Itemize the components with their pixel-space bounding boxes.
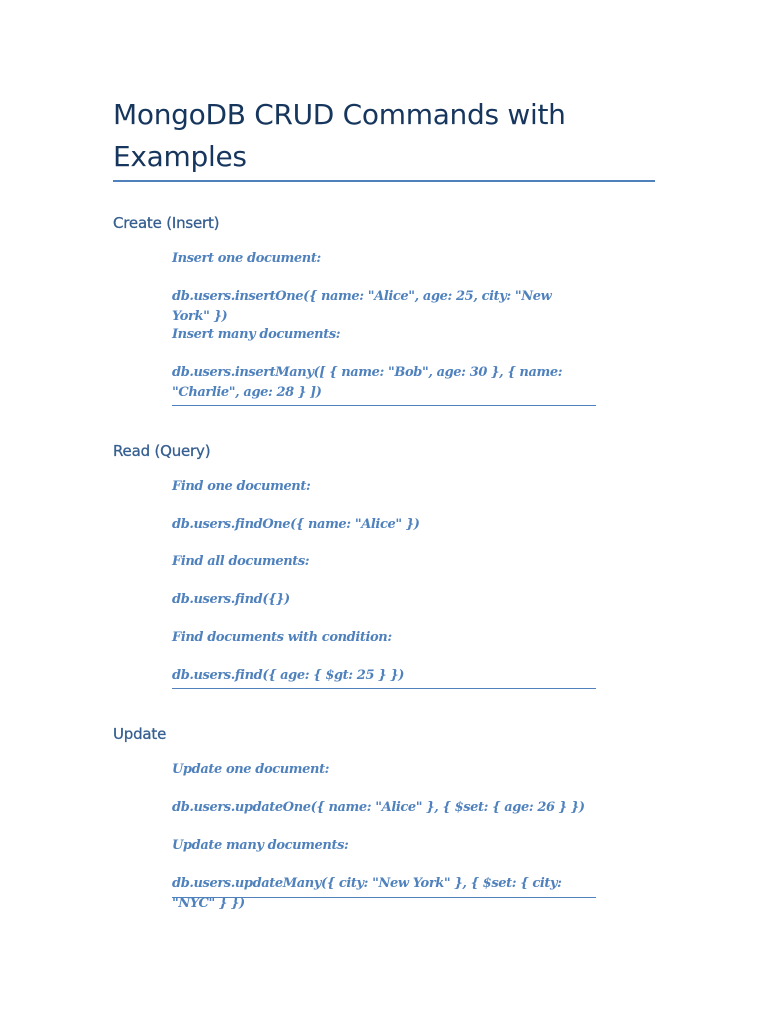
description-find-one: Find one document:: [172, 479, 311, 494]
code-insert-one: db.users.insertOne({ name: "Alice", age: 25, city: "New York" }): [172, 289, 556, 324]
description-insert-one: Insert one document:: [172, 251, 321, 266]
code-update-many: db.users.updateMany({ city: "New York" }, { $set: { city: "NYC" } }): [172, 876, 566, 911]
section-divider-read: [172, 688, 596, 689]
section-divider-create: [172, 405, 596, 406]
code-find-all: db.users.find({}): [172, 592, 290, 607]
section-divider-update: [172, 897, 596, 898]
section-heading-create: Create (Insert): [113, 214, 220, 232]
title-divider: [113, 180, 655, 182]
section-heading-read: Read (Query): [113, 442, 211, 460]
section-heading-update: Update: [113, 725, 167, 743]
code-find-condition: db.users.find({ age: { $gt: 25 } }): [172, 668, 405, 683]
page-title: MongoDB CRUD Commands with Examples: [113, 98, 566, 173]
description-insert-many: Insert many documents:: [172, 327, 341, 342]
code-insert-many: db.users.insertMany([ { name: "Bob", age: 30 }, { name: "Charlie", age: 28 } ]): [172, 365, 567, 400]
description-update-one: Update one document:: [172, 762, 330, 777]
description-update-many: Update many documents:: [172, 838, 349, 853]
description-find-condition: Find documents with condition:: [172, 630, 392, 645]
code-find-one: db.users.findOne({ name: "Alice" }): [172, 517, 420, 532]
description-find-all: Find all documents:: [172, 554, 310, 569]
code-update-one: db.users.updateOne({ name: "Alice" }, { $set: { age: 26 } }): [172, 800, 585, 815]
